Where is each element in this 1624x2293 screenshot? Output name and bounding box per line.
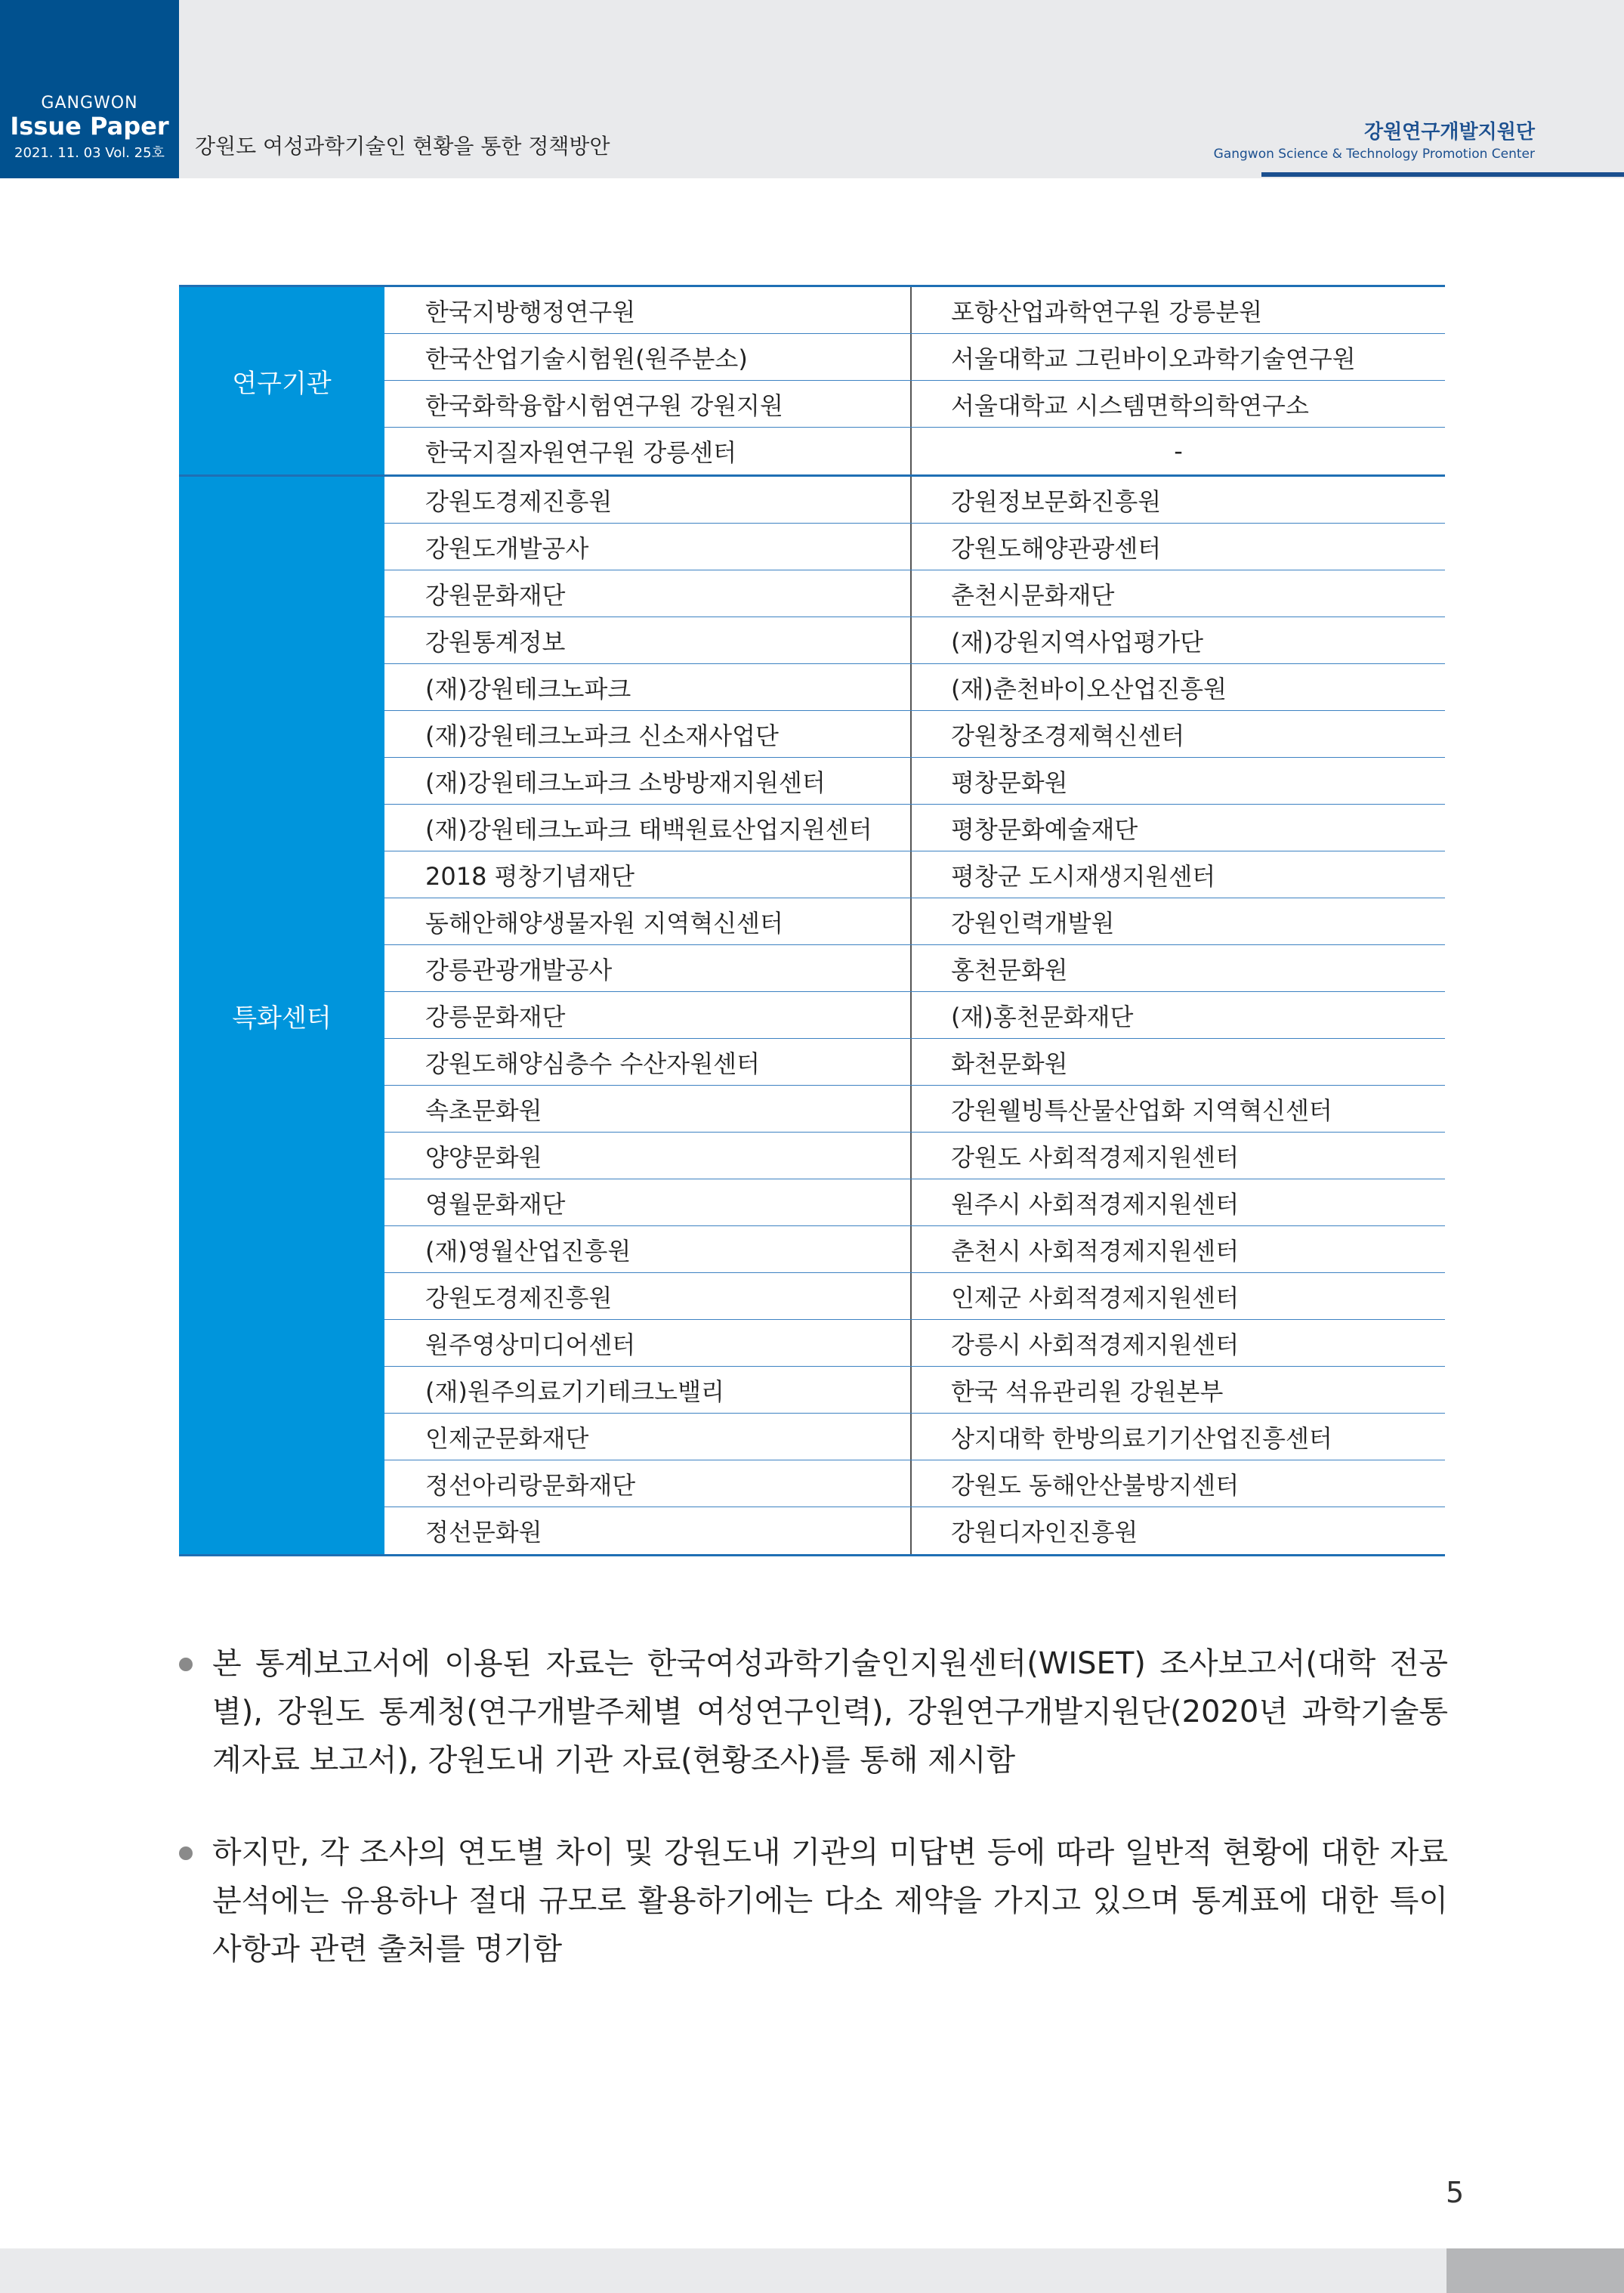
- table-cell: 정선문화원: [384, 1507, 912, 1554]
- table-cell: 2018 평창기념재단: [384, 851, 912, 898]
- table-cell: 원주시 사회적경제지원센터: [951, 1189, 1240, 1219]
- table-cell: 양양문화원: [384, 1133, 912, 1179]
- table-cell: 한국지질자원연구원 강릉센터: [384, 428, 912, 474]
- table-cell: (재)영월산업진흥원: [384, 1226, 912, 1272]
- table-row: [384, 477, 1445, 524]
- header-accent-line: [1261, 172, 1624, 177]
- table-cell: 화천문화원: [951, 1049, 1068, 1078]
- table-row: [384, 1367, 1445, 1414]
- institution-table: [179, 285, 1445, 1556]
- table-group: [179, 477, 1445, 1556]
- table-cell: 한국 석유관리원 강원본부: [951, 1377, 1224, 1406]
- table-cell: 강원인력개발원: [951, 908, 1115, 938]
- footer-bar: [0, 2248, 1624, 2293]
- table-cell: 홍천문화원: [951, 955, 1068, 984]
- table-row: [384, 617, 1445, 664]
- organization-name-en: Gangwon Science & Technology Promotion Center: [1213, 147, 1535, 162]
- note-item: [179, 1639, 1448, 1785]
- table-cell: 강원문화재단: [384, 570, 912, 617]
- brand-date-volume: 2021. 11. 03 Vol. 25호: [14, 145, 165, 161]
- table-row: [384, 805, 1445, 851]
- table-cell: 동해안해양생물자원 지역혁신센터: [384, 898, 912, 944]
- table-row: [384, 1179, 1445, 1226]
- issue-paper-logo: [0, 0, 179, 178]
- table-cell: (재)강원테크노파크 소방방재지원센터: [384, 758, 912, 804]
- table-cell: 한국지방행정연구원: [384, 287, 912, 333]
- table-cell: 상지대학 한방의료기기산업진흥센터: [951, 1423, 1332, 1453]
- table-cell: 강원정보문화진흥원: [951, 487, 1162, 516]
- table-row: [384, 711, 1445, 758]
- document-title: 강원도 여성과학기술인 현황을 통한 정책방안: [195, 134, 610, 159]
- table-row: [384, 992, 1445, 1039]
- table-cell: 강원도개발공사: [384, 524, 912, 570]
- table-cell: 평창문화예술재단: [951, 814, 1138, 844]
- table-cell: 강릉시 사회적경제지원센터: [951, 1330, 1240, 1359]
- table-cell: 서울대학교 시스템면학의학연구소: [951, 391, 1309, 420]
- table-cell: (재)강원테크노파크 태백원료산업지원센터: [384, 805, 912, 851]
- table-row: [384, 1273, 1445, 1320]
- table-cell: 강원웰빙특산물산업화 지역혁신센터: [951, 1096, 1332, 1125]
- table-row: [384, 1320, 1445, 1367]
- organization-name-ko: 강원연구개발지원단: [1363, 121, 1535, 144]
- notes-list: [179, 1639, 1448, 2017]
- table-cell: 정선아리랑문화재단: [384, 1460, 912, 1507]
- table-cell: 서울대학교 그린바이오과학기술연구원: [951, 344, 1356, 373]
- bullet-dot-icon: [179, 1846, 193, 1860]
- table-cell: 강원창조경제혁신센터: [951, 721, 1185, 750]
- note-item: [179, 1828, 1448, 1973]
- table-cell: 원주영상미디어센터: [384, 1320, 912, 1366]
- table-cell: 강릉관광개발공사: [384, 945, 912, 991]
- table-cell: (재)홍천문화재단: [951, 1002, 1134, 1031]
- table-cell: 강원디자인진흥원: [951, 1518, 1138, 1547]
- table-cell: 속초문화원: [384, 1086, 912, 1132]
- table-row: [384, 428, 1445, 474]
- group-label: 특화센터: [179, 477, 384, 1554]
- table-cell: -: [1174, 437, 1183, 465]
- table-cell: 평창문화원: [951, 768, 1068, 797]
- table-row: [384, 334, 1445, 381]
- table-cell: 영월문화재단: [384, 1179, 912, 1225]
- footer-tab: [1446, 2248, 1624, 2293]
- table-row: [384, 664, 1445, 711]
- table-cell: 강원통계정보: [384, 617, 912, 663]
- table-cell: 강원도경제진흥원: [384, 477, 912, 523]
- table-row: [384, 1226, 1445, 1273]
- table-row: [384, 1086, 1445, 1133]
- table-row: [384, 381, 1445, 428]
- table-cell: 인제군문화재단: [384, 1414, 912, 1460]
- table-cell: 강릉문화재단: [384, 992, 912, 1038]
- table-cell: 평창군 도시재생지원센터: [951, 861, 1216, 891]
- note-text: 하지만, 각 조사의 연도별 차이 및 강원도내 기관의 미답변 등에 따라 일반적 현황에 대한 자료 분석에는 유용하나 절대 규모로 활용하기에는 다소 제약을 가지고 있으며 통계표에 대한 특이사항과 관련 출처를 명기함: [212, 1835, 1448, 1967]
- table-cell: (재)강원지역사업평가단: [951, 627, 1204, 657]
- table-cell: 인제군 사회적경제지원센터: [951, 1283, 1240, 1312]
- table-row: [384, 945, 1445, 992]
- table-row: [384, 1133, 1445, 1179]
- note-text: 본 통계보고서에 이용된 자료는 한국여성과학기술인지원센터(WISET) 조사보고서(대학 전공별), 강원도 통계청(연구개발주체별 여성연구인력), 강원연구개발지원단(2020년 과학기술통계자료 보고서), 강원도내 기관 자료(현황조사)를 통해 제시함: [212, 1646, 1448, 1778]
- table-cell: 포항산업과학연구원 강릉분원: [951, 297, 1263, 326]
- table-cell: (재)원주의료기기테크노밸리: [384, 1367, 912, 1413]
- brand-issue-paper: Issue Paper: [10, 112, 169, 141]
- table-cell: 강원도 사회적경제지원센터: [951, 1142, 1240, 1172]
- bullet-dot-icon: [179, 1658, 193, 1671]
- table-cell: (재)강원테크노파크: [384, 664, 912, 710]
- table-cell: 춘천시 사회적경제지원센터: [951, 1236, 1240, 1265]
- table-row: [384, 1039, 1445, 1086]
- table-row: [384, 898, 1445, 945]
- table-cell: (재)춘천바이오산업진흥원: [951, 674, 1227, 703]
- table-row: [384, 758, 1445, 805]
- table-row: [384, 1414, 1445, 1460]
- table-cell: 강원도해양관광센터: [951, 533, 1162, 563]
- table-row: [384, 287, 1445, 334]
- group-label: 연구기관: [179, 287, 384, 474]
- table-row: [384, 570, 1445, 617]
- table-group: [179, 285, 1445, 477]
- table-cell: 한국화학융합시험연구원 강원지원: [384, 381, 912, 427]
- table-row: [384, 1507, 1445, 1554]
- page-number: 5: [1446, 2176, 1465, 2209]
- table-cell: 춘천시문화재단: [951, 580, 1115, 610]
- table-row: [384, 1460, 1445, 1507]
- brand-gangwon: GANGWON: [41, 94, 138, 113]
- table-cell: 강원도해양심층수 수산자원센터: [384, 1039, 912, 1085]
- table-row: [384, 851, 1445, 898]
- table-cell: (재)강원테크노파크 신소재사업단: [384, 711, 912, 757]
- table-cell: 강원도경제진흥원: [384, 1273, 912, 1319]
- table-cell: 강원도 동해안산불방지센터: [951, 1470, 1240, 1500]
- table-cell: 한국산업기술시험원(원주분소): [384, 334, 912, 380]
- table-row: [384, 524, 1445, 570]
- page-header: [0, 0, 1624, 178]
